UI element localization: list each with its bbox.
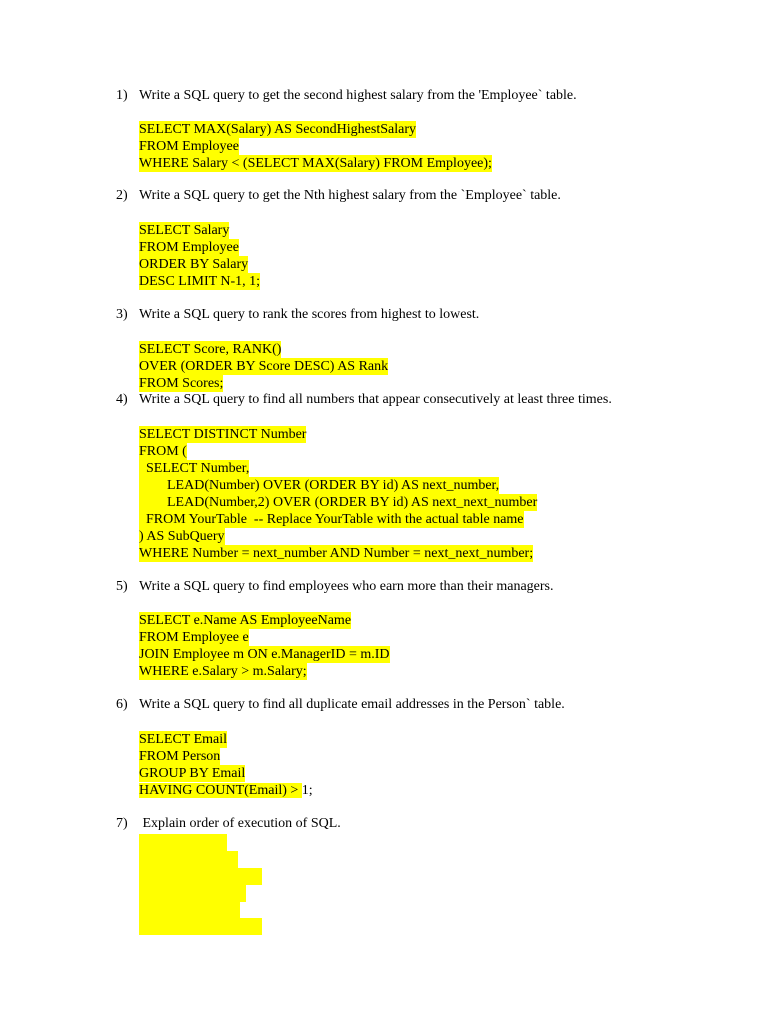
question-text: Write a SQL query to find all duplicate email addresses in the Person` table. <box>139 697 565 712</box>
question-2 <box>116 187 716 205</box>
question-number: 3) <box>116 307 128 322</box>
answer-highlight-block <box>139 902 240 919</box>
code-line: FROM Person <box>139 749 221 764</box>
question-text: Write a SQL query to get the Nth highest salary from the `Employee` table. <box>139 188 561 203</box>
question-text: Write a SQL query to get the second highest salary from the 'Employee` table. <box>139 88 577 103</box>
question-4 <box>116 391 716 409</box>
code-line: SELECT Score, RANK() <box>139 342 282 357</box>
question-number: 7) <box>116 816 128 831</box>
code-line: SELECT Salary <box>139 223 230 238</box>
question-5 <box>116 578 716 596</box>
code-line: ORDER BY Salary <box>139 257 249 272</box>
code-line: FROM Scores; <box>139 376 224 391</box>
question-3 <box>116 306 716 324</box>
question-number: 5) <box>116 579 128 594</box>
question-text: Write a SQL query to rank the scores from highest to lowest. <box>139 307 480 322</box>
question-number: 2) <box>116 188 128 203</box>
code-line: FROM Employee <box>139 139 239 154</box>
code-line: WHERE e.Salary > m.Salary; <box>139 664 307 679</box>
question-text: Explain order of execution of SQL. <box>139 816 341 831</box>
code-line: FROM Employee <box>139 240 239 255</box>
question-number: 1) <box>116 88 128 103</box>
code-line: LEAD(Number,2) OVER (ORDER BY id) AS next_next_number <box>139 495 538 510</box>
code-line: SELECT e.Name AS EmployeeName <box>139 613 352 628</box>
question-6 <box>116 696 716 714</box>
answer-highlight-block <box>139 851 238 868</box>
code-line: SELECT Number, <box>139 461 250 476</box>
code-line: WHERE Number = next_number AND Number = next_next_number; <box>139 546 534 561</box>
code-line: SELECT DISTINCT Number <box>139 427 307 442</box>
question-text: Write a SQL query to find all numbers that appear consecutively at least three times. <box>139 392 612 407</box>
question-7 <box>116 815 716 833</box>
answer-highlight-block <box>139 868 262 885</box>
code-line: LEAD(Number) OVER (ORDER BY id) AS next_number, <box>139 478 500 493</box>
question-number: 4) <box>116 392 128 407</box>
code-line: SELECT MAX(Salary) AS SecondHighestSalary <box>139 122 416 137</box>
code-line: SELECT Email <box>139 732 228 747</box>
question-text: Write a SQL query to find employees who earn more than their managers. <box>139 579 554 594</box>
code-unhighlighted-part: 1; <box>301 783 313 798</box>
code-line: OVER (ORDER BY Score DESC) AS Rank <box>139 359 389 374</box>
code-line: FROM YourTable -- Replace YourTable with the actual table name <box>139 512 524 527</box>
answer-highlight-block <box>139 885 246 902</box>
code-line: DESC LIMIT N-1, 1; <box>139 274 261 289</box>
code-line: WHERE Salary < (SELECT MAX(Salary) FROM Employee); <box>139 156 492 171</box>
code-line: GROUP BY Email <box>139 766 246 781</box>
code-line: JOIN Employee m ON e.ManagerID = m.ID <box>139 647 390 662</box>
code-line: FROM Employee e <box>139 630 249 645</box>
code-line-having <box>139 782 313 799</box>
code-line: ) AS SubQuery <box>139 529 225 544</box>
question-number: 6) <box>116 697 128 712</box>
code-line: FROM ( <box>139 444 187 459</box>
code-highlighted-part: HAVING COUNT(Email) > <box>139 783 302 798</box>
answer-highlight-block <box>139 834 227 851</box>
answer-highlight-block <box>139 918 262 935</box>
question-1 <box>116 87 716 105</box>
